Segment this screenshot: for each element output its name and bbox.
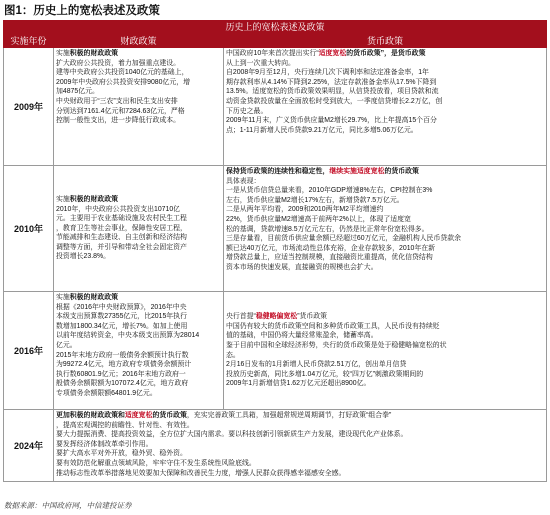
col-header-monetary: 货币政策 <box>224 35 547 48</box>
fiscal-line: 专项债务余额限额64801.9亿元。 <box>56 389 157 397</box>
monetary-line: 态。 <box>226 351 240 359</box>
fiscal-cell <box>54 166 224 292</box>
monetary-line: 从上到一次重大转向。 <box>226 59 295 67</box>
monetary-head-suffix: ”货币政策 <box>297 313 328 321</box>
fiscal-line: 扩大政府公共投资，着力加强重点建设。 <box>56 59 181 67</box>
fiscal-line: 元。主要用于农业基础设施及农村民生工程 <box>56 215 187 223</box>
monetary-cell <box>224 292 547 410</box>
fiscal-line: 以前年度结转资金，中央本级支出预算为28014 <box>56 332 200 340</box>
year-cell: 2009年 <box>4 48 54 166</box>
policy-2024-prefix: 更加 <box>56 412 70 419</box>
monetary-line: 中国仍有较大的货币政策空间和多种货币政策工具，人民币没有持续贬 <box>226 322 440 330</box>
policy-table <box>3 20 547 482</box>
monetary-line: 一是从货币信贷总量来看，2010年GDP增速8%左右，CPI控制在3% <box>226 187 433 195</box>
monetary-line: 资本市场的快速发展，直接融资的规模也会扩大。 <box>226 263 378 271</box>
fiscal-line: 控制一般性支出，进一步降低行政成本。 <box>56 117 181 125</box>
data-source: 数据来源：中国政府网，中信建投证券 <box>4 501 132 510</box>
year-cell: 2024年 <box>4 410 54 482</box>
monetary-line: 动资金贷款投放量在全面放松时受到放大，一季度信贷增长2.2万亿，创 <box>226 97 443 105</box>
fiscal-head-prefix: 实施 <box>56 50 70 57</box>
monetary-head-highlight: 适度宽松 <box>318 50 347 57</box>
monetary-line: 2月16日发布的1月新增人民币贷款2.51万亿，创出单月信贷 <box>226 361 407 369</box>
monetary-head-prefix: 央行首提“ <box>226 313 256 321</box>
monetary-head-suffix: 的货币政策”，是货币政策 <box>346 50 426 57</box>
policy-2024-line: 推动标志性改革举措落地见效要加大保障和改善民生力度，增强人民群众获得感幸福感安全感。 <box>56 469 346 477</box>
monetary-line: 自2008年9月至12月，央行连续几次下调利率和法定准备金率，1年 <box>226 69 429 77</box>
monetary-line: 13.5%。适度宽松的货币政策效果明显，从信贷投放看，项目贷款和流 <box>226 88 439 96</box>
monetary-line: 2009年11月末，广义货币供应量M2增长29.7%，比上年提高15个百分 <box>226 117 437 125</box>
fiscal-line: 执行数60801.9亿元；2016年末地方政府一 <box>56 370 186 378</box>
combined-policy-cell <box>54 410 547 482</box>
policy-2024-line: 要大力提振消费、提高投资效益，全方位扩大国内需求。要以科技创新引领新质生产力发展，建设现代化产业体系。 <box>56 431 408 439</box>
fiscal-line: 本级支出预算数27355亿元，比2015年执行 <box>56 313 187 321</box>
monetary-line: 额已达40万亿元，市场流动性总体充裕，企业存款较多，2010年在新 <box>226 244 436 252</box>
fiscal-line: 分别达到7161.4亿元和7284.63亿元，严格 <box>56 107 185 115</box>
policy-2024-rest: ，充实完善政策工具箱，加强超常规逆周期调节，打好政策“组合拳” <box>186 412 392 419</box>
fiscal-line: 投资增长23.8%。 <box>56 253 110 261</box>
fiscal-line: 中央财政用于“三农”支出和民生支出安排 <box>56 97 178 105</box>
fiscal-head-prefix: 实施 <box>56 294 70 301</box>
monetary-head-highlight: 继续实施适度宽松 <box>329 168 385 175</box>
monetary-line: 具体表现： <box>226 177 261 185</box>
fiscal-head-prefix: 实施 <box>56 195 70 203</box>
policy-2024-monetary: 的货币政策 <box>152 412 187 419</box>
policy-2024-and: 和 <box>118 412 125 419</box>
monetary-line: 鉴于目前中国和全球经济形势，央行的货币政策是处于稳健略偏宽松的状 <box>226 341 447 349</box>
fiscal-line: 节能减排和生态建设、自主创新和经济结构 <box>56 234 187 242</box>
policy-2024-highlight: 适度宽松 <box>124 412 153 419</box>
monetary-line: 22%，货币供应量M2增速高于前两年2%以上，体现了适度宽 <box>226 215 411 223</box>
fiscal-line: ，教育卫生等社会事业，保障性安居工程， <box>56 224 187 232</box>
monetary-line: 2009年1月新增信贷1.62万亿元还超出8900亿。 <box>226 380 371 388</box>
fiscal-line: 亿元。 <box>56 341 77 349</box>
monetary-line: 下历史之最。 <box>226 107 268 115</box>
monetary-line: 点；1-11月新增人民币贷款9.21万亿元，同比多增5.06万亿元。 <box>226 126 418 134</box>
table-row-2009 <box>4 48 547 166</box>
fiscal-cell <box>54 48 224 166</box>
fiscal-line: 2015年末地方政府一般债务余额预计执行数 <box>56 351 189 359</box>
monetary-line: 投放历史新高，同比多增1.04万亿元，较“四万亿”刺激政策期间的 <box>226 370 424 378</box>
monetary-line: 左右，货币供应量M2增长17%左右，新增贷款7.5万亿元。 <box>226 196 404 204</box>
policy-2024-line: ，提高宏观调控的前瞻性、针对性、有效性。 <box>56 421 194 429</box>
monetary-line: 期存款利率从4.14%下降到2.25%，法定存款准备金率从17.5%下降到 <box>226 78 437 86</box>
monetary-head-prefix: 中国政府10年来首次提出实行“ <box>226 50 319 57</box>
table-row-2010 <box>4 166 547 292</box>
monetary-line: 值的基础，中国仍将大量经常账盈余，储蓄率高。 <box>226 332 378 340</box>
monetary-head-suffix: 的货币政策 <box>384 168 419 175</box>
fiscal-head-bold: 积极的财政政策 <box>69 195 119 203</box>
year-cell: 2016年 <box>4 292 54 410</box>
monetary-cell <box>224 166 547 292</box>
year-cell: 2010年 <box>4 166 54 292</box>
monetary-head-highlight: 稳健略偏宽松 <box>255 313 298 321</box>
fiscal-line: 2010年，中央政府公共投资支出10710亿 <box>56 205 181 213</box>
monetary-line: 增贷款总量上，应适当控制规模，直接融资比重提高，优化信贷结构 <box>226 254 433 262</box>
table-row-2024 <box>4 410 547 482</box>
monetary-cell <box>224 48 547 166</box>
policy-2024-line: 要有效防范化解重点领域风险，牢牢守住不发生系统性风险底线。 <box>56 459 256 467</box>
monetary-line: 二是从两年平均看，2009和2010两年M2平均增速约 <box>226 206 384 214</box>
fiscal-head-bold: 积极的财政政策 <box>69 294 119 301</box>
fiscal-line: 调整等方面，并引导和带动全社会固定资产 <box>56 243 187 251</box>
policy-2024-line: 要扩大高水平对外开放，稳外贸、稳外资。 <box>56 450 187 458</box>
monetary-head-prefix: 保持货币政策的连续性和稳定性， <box>226 168 330 175</box>
fiscal-line: 般债务余额限额为107072.4亿元，地方政府 <box>56 380 189 388</box>
fiscal-line: 2009年中央政府公共投资安排9080亿元，增 <box>56 78 191 86</box>
col-header-fiscal: 财政政策 <box>54 35 224 48</box>
fiscal-cell <box>54 292 224 410</box>
fiscal-line: 为99272.4亿元，地方政府专项债务余额预计 <box>56 361 192 369</box>
policy-2024-line: 要发挥经济体制改革牵引作用。 <box>56 440 153 448</box>
fiscal-head-bold: 积极的财政政策 <box>69 50 119 57</box>
monetary-line: 松的基调，贷款增速8.5万亿元左右，仍然是比正常年份宽松得多。 <box>226 225 429 233</box>
fiscal-line: 建等中央政府公共投资1040亿元的基础上， <box>56 69 189 77</box>
fiscal-line: 数增加1800.34亿元，增长7%。如加上使用 <box>56 322 188 330</box>
col-header-year: 实施年份 <box>4 35 54 48</box>
monetary-line: 三是存量看，目前货币供应量余额已经超过60万亿元，金融机构人民币贷款余 <box>226 235 462 243</box>
table-header-top: 历史上的宽松表述及政策 <box>4 21 547 35</box>
figure-title: 图1：历史上的宽松表述及政策 <box>4 5 160 17</box>
policy-2024-fiscal: 积极的财政政策 <box>69 412 119 419</box>
table-row-2016 <box>4 292 547 410</box>
fiscal-line: 根据《2016年中央财政预算》，2016年中央 <box>56 303 187 311</box>
fiscal-line: 加4875亿元。 <box>56 88 99 96</box>
